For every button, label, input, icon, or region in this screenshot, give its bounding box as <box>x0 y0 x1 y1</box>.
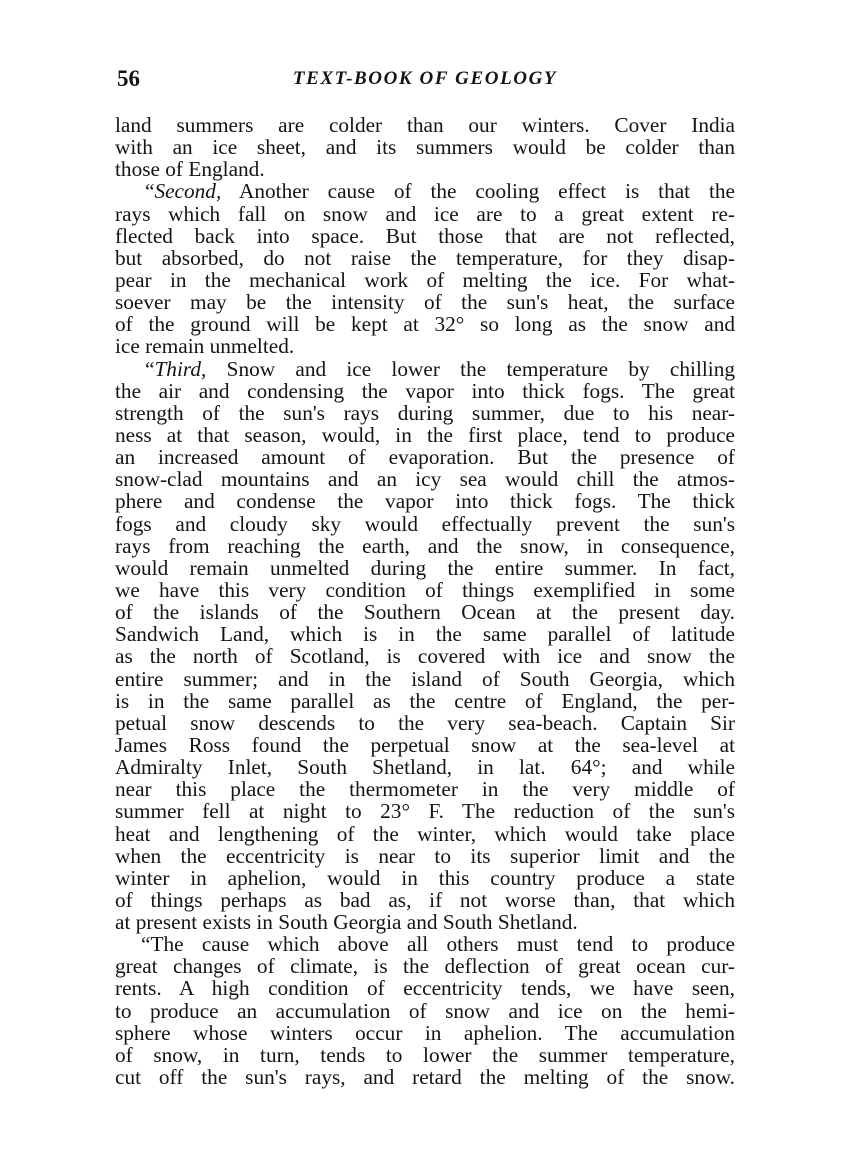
line-text: the air and condensing the vapor into thick fogs. The great <box>115 378 735 403</box>
text-line <box>115 601 735 623</box>
line-text: heat and lengthening of the winter, which would take place <box>115 821 735 846</box>
page-number: 56 <box>117 66 140 91</box>
text-line <box>115 845 735 867</box>
text-line <box>115 1000 735 1022</box>
open-quote: “ <box>145 356 155 381</box>
line-text: petual snow descends to the very sea-beach. Captain Sir <box>115 710 735 735</box>
text-line <box>115 756 735 778</box>
line-text: when the eccentricity is near to its superior limit and the <box>115 843 735 868</box>
text-line <box>115 468 735 490</box>
running-title: TEXT-BOOK OF GEOLOGY <box>292 68 558 89</box>
line-text: but absorbed, do not raise the temperature, for they disap- <box>115 245 735 270</box>
text-line <box>115 358 735 380</box>
text-line <box>115 623 735 645</box>
text-line <box>115 402 735 424</box>
line-text: James Ross found the perpetual snow at the sea-level at <box>115 732 735 757</box>
line-text: with an ice sheet, and its summers would be colder than <box>115 135 735 160</box>
line-text: sphere whose winters occur in aphelion. The accumulation <box>115 1020 735 1045</box>
line-text: we have this very condition of things exemplified in some <box>115 577 735 602</box>
line-text: winter in aphelion, would in this country produce a state <box>115 865 735 890</box>
line-text: those of England. <box>115 157 265 182</box>
text-line <box>115 712 735 734</box>
line-text: Admiralty Inlet, South Shetland, in lat. 64°; and while <box>115 755 735 780</box>
text-line <box>115 225 735 247</box>
ordinal-emphasis: Second, <box>154 179 222 204</box>
line-text: soever may be the intensity of the sun's heat, the surface <box>115 290 735 315</box>
line-text: is in the same parallel as the centre of England, the per- <box>115 688 735 713</box>
line-text: of the ground will be kept at 32° so long as the snow and <box>115 312 735 337</box>
text-line <box>115 800 735 822</box>
text-line <box>115 513 735 535</box>
line-text: flected back into space. But those that are not reflected, <box>115 223 735 248</box>
text-line <box>115 180 735 202</box>
text-line <box>115 911 735 933</box>
line-text: as the north of Scotland, is covered with ice and snow the <box>115 644 735 669</box>
open-quote: “ <box>145 179 155 204</box>
line-text: ness at that season, would, in the first place, tend to produce <box>115 422 735 447</box>
line-text: phere and condense the vapor into thick fogs. The thick <box>115 489 735 514</box>
line-text: rays from reaching the earth, and the snow, in consequence, <box>115 533 735 558</box>
line-text: fogs and cloudy sky would effectually prevent the sun's <box>115 511 735 536</box>
text-line <box>115 977 735 999</box>
line-text: snow-clad mountains and an icy sea would chill the atmos- <box>115 467 735 492</box>
line-text: strength of the sun's rays during summer, due to his near- <box>115 400 735 425</box>
line-text: rays which fall on snow and ice are to a great extent re- <box>115 201 735 226</box>
text-line <box>115 557 735 579</box>
text-line <box>115 335 735 357</box>
line-text: rents. A high condition of eccentricity tends, we have seen, <box>115 976 735 1001</box>
text-line <box>115 778 735 800</box>
text-line <box>115 579 735 601</box>
text-line <box>115 535 735 557</box>
text-line <box>115 823 735 845</box>
line-text: of snow, in turn, tends to lower the summer temperature, <box>115 1042 735 1067</box>
line-text: ice remain unmelted. <box>115 334 295 359</box>
line-text: Snow and ice lower the temperature by chilling <box>206 356 735 381</box>
line-text: near this place the thermometer in the very middle of <box>115 777 735 802</box>
text-line <box>115 1044 735 1066</box>
line-text: entire summer; and in the island of South Georgia, which <box>115 666 735 691</box>
text-line <box>115 933 735 955</box>
text-line <box>115 867 735 889</box>
line-text: Sandwich Land, which is in the same parallel of latitude <box>115 622 735 647</box>
text-line <box>115 690 735 712</box>
line-text: cut off the sun's rays, and retard the melting of the snow. <box>115 1065 735 1090</box>
ordinal-emphasis: Third, <box>154 356 207 381</box>
text-line <box>115 955 735 977</box>
text-line <box>115 247 735 269</box>
page-header <box>117 66 733 96</box>
text-line <box>115 424 735 446</box>
text-line <box>115 114 735 136</box>
text-line <box>115 380 735 402</box>
text-line <box>115 645 735 667</box>
text-line <box>115 734 735 756</box>
line-text: pear in the mechanical work of melting the ice. For what- <box>115 267 735 292</box>
line-text: of things perhaps as bad as, if not worse than, that which <box>115 887 735 912</box>
text-line <box>115 313 735 335</box>
line-text: Another cause of the cooling effect is that the <box>221 179 735 204</box>
text-line <box>115 203 735 225</box>
text-line <box>115 1022 735 1044</box>
text-line <box>115 1066 735 1088</box>
text-line <box>115 269 735 291</box>
line-text: an increased amount of evaporation. But the presence of <box>115 445 735 470</box>
line-text: “The cause which above all others must tend to produce <box>141 932 735 957</box>
line-text: to produce an accumulation of snow and ice on the hemi- <box>115 998 735 1023</box>
line-text: summer fell at night to 23° F. The reduction of the sun's <box>115 799 735 824</box>
body-text <box>115 114 735 1088</box>
text-line <box>115 291 735 313</box>
line-text: at present exists in South Georgia and South Shetland. <box>115 910 578 935</box>
text-line <box>115 490 735 512</box>
line-text: land summers are colder than our winters. Cover India <box>115 113 735 137</box>
line-text: great changes of climate, is the deflection of great ocean cur- <box>115 954 735 979</box>
text-line <box>115 668 735 690</box>
line-text: would remain unmelted during the entire summer. In fact, <box>115 555 735 580</box>
text-line <box>115 158 735 180</box>
text-line <box>115 889 735 911</box>
line-text: of the islands of the Southern Ocean at the present day. <box>115 600 735 625</box>
text-line <box>115 136 735 158</box>
text-line <box>115 446 735 468</box>
